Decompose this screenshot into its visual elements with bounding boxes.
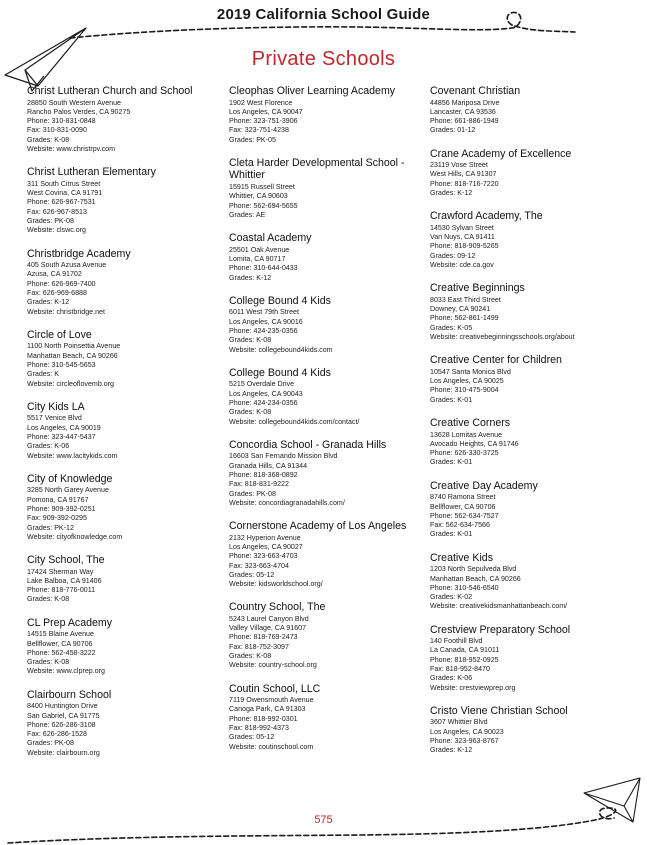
grades-line: Grades: K-08 — [229, 336, 272, 345]
address-line: 25501 Oak Avenue — [229, 245, 290, 254]
phone-line: Phone: 323-663-4703 — [229, 552, 298, 561]
school-listing — [430, 624, 642, 693]
grades-line: Grades: 05-12 — [229, 570, 275, 579]
phone-line: Phone: 310-475-9004 — [430, 386, 499, 395]
address-line: 14530 Sylvan Street — [430, 223, 494, 232]
school-listing — [229, 232, 429, 283]
website-line: Website: kidsworldschool.org/ — [229, 580, 323, 589]
grades-line: Grades: K-08 — [229, 652, 272, 661]
grades-line: Grades: K-12 — [27, 298, 70, 307]
section-title: Private Schools — [251, 48, 396, 70]
school-name: Christ Lutheran Church and School — [27, 85, 193, 97]
address-line: 2132 Hyperion Avenue — [229, 533, 301, 542]
phone-line: Phone: 818-716-7220 — [430, 179, 499, 188]
school-listing — [27, 166, 227, 235]
grades-line: Grades: K — [27, 370, 59, 379]
website-line: Website: collegebound4kids.com — [229, 345, 333, 354]
address-line: Lancaster, CA 93536 — [430, 107, 496, 116]
school-listing — [430, 210, 642, 270]
phone-line: Phone: 661-886-1949 — [430, 117, 499, 126]
address-line: Canoga Park, CA 91303 — [229, 705, 306, 714]
address-line: 28850 South Western Avenue — [27, 98, 121, 107]
website-line: Website: coutinschool.com — [229, 742, 314, 751]
school-name: Creative Beginnings — [430, 282, 525, 295]
grades-line: Grades: PK-12 — [27, 523, 74, 532]
address-line: 14515 Blaine Avenue — [27, 630, 94, 639]
phone-line: Phone: 626-969-7400 — [27, 279, 96, 288]
grades-line: Grades: K-01 — [430, 530, 473, 539]
school-listing — [27, 554, 227, 605]
website-line: Website: cde.ca.gov — [430, 261, 494, 270]
phone-line: Phone: 310-545-5653 — [27, 360, 96, 369]
grades-line: Grades: PK-05 — [229, 135, 276, 144]
school-listing — [229, 295, 429, 355]
listing-column-1 — [27, 85, 227, 770]
school-name: Cleophas Oliver Learning Academy — [229, 85, 396, 97]
website-line: Website: concordiagranadahills.com/ — [229, 498, 345, 507]
school-name: Covenant Christian — [430, 85, 521, 97]
school-name: Christbridge Academy — [27, 247, 131, 260]
phone-line: Phone: 562-634-7527 — [430, 511, 499, 520]
guide-title: 2019 California School Guide — [216, 6, 431, 23]
address-line: 311 South Citrus Street — [27, 179, 101, 188]
grades-line: Grades: K-06 — [27, 442, 70, 451]
school-listing — [27, 329, 227, 389]
school-name: Concordia School - Granada Hills — [229, 438, 387, 451]
grades-line: Grades: PK-08 — [229, 489, 276, 498]
grades-line: Grades: K-12 — [229, 273, 272, 282]
school-listing — [229, 601, 429, 670]
school-listing — [27, 617, 227, 677]
school-name: Creative Day Academy — [430, 479, 538, 492]
address-line: 3285 North Garey Avenue — [27, 486, 109, 495]
school-name: Crawford Academy, The — [430, 210, 543, 223]
fax-line: Fax: 323-663-4704 — [229, 561, 289, 570]
address-line: Los Angeles, CA 90016 — [229, 317, 303, 326]
website-line: Website: clairbourn.org — [27, 748, 100, 757]
fax-line: Fax: 562-634-7566 — [430, 521, 490, 530]
website-line: Website: circleoflovemb.org — [27, 379, 114, 388]
website-line: Website: christbridge.net — [27, 307, 105, 316]
school-listing — [27, 248, 227, 317]
school-name: Cornerstone Academy of Los Angeles — [229, 520, 407, 533]
address-line: 1203 North Sepulveda Blvd — [430, 565, 517, 574]
phone-line: Phone: 323-963-8767 — [430, 737, 499, 746]
school-name: Cleta Harder Developmental School - Whittier — [229, 156, 405, 182]
grades-line: Grades: K-01 — [430, 395, 473, 404]
school-listing — [430, 148, 642, 199]
fax-line: Fax: 626-969-6888 — [27, 288, 87, 297]
phone-line: Phone: 818-992-0301 — [229, 714, 298, 723]
address-line: Pomona, CA 91767 — [27, 495, 89, 504]
phone-line: Phone: 310-644-0433 — [229, 264, 298, 273]
website-line: Website: collegebound4kids.com/contact/ — [229, 417, 360, 426]
address-line: 16603 San Fernando Mission Blvd — [229, 452, 338, 461]
fax-line: Fax: 818-752-3097 — [229, 642, 289, 651]
school-listing — [27, 473, 227, 542]
grades-line: Grades: AE — [229, 210, 266, 219]
school-name: Crane Academy of Excellence — [430, 147, 572, 160]
fax-line: Fax: 909-392-0295 — [27, 514, 87, 523]
address-line: Van Nuys, CA 91411 — [430, 233, 495, 242]
grades-line: Grades: PK-08 — [27, 739, 74, 748]
grades-line: Grades: K-08 — [27, 595, 70, 604]
phone-line: Phone: 424-235-0356 — [229, 326, 298, 335]
website-line: Website: www.clprep.org — [27, 667, 105, 676]
address-line: 1902 West Florence — [229, 98, 293, 107]
address-line: Los Angeles, CA 90027 — [229, 542, 303, 551]
fax-line: Fax: 818-831-9222 — [229, 480, 289, 489]
school-name: Coutin School, LLC — [229, 682, 321, 695]
website-line: Website: www.lacitykids.com — [27, 451, 118, 460]
website-line: Website: cityofknowledge.com — [27, 532, 123, 541]
listing-column-2 — [229, 85, 429, 764]
fax-line: Fax: 626-967-8513 — [27, 207, 87, 216]
school-listing — [229, 367, 429, 427]
address-line: Rancho Palos Verdes, CA 90275 — [27, 107, 131, 116]
address-line: 140 Foothill Blvd — [430, 637, 483, 646]
phone-line: Phone: 818-368-0892 — [229, 470, 298, 479]
address-line: 8740 Ramona Street — [430, 493, 496, 502]
address-line: Granada Hills, CA 91344 — [229, 461, 308, 470]
grades-line: Grades: 01-12 — [430, 126, 476, 135]
grades-line: Grades: K-08 — [27, 658, 70, 667]
fax-line: Fax: 626-286-1528 — [27, 730, 87, 739]
school-name: Creative Corners — [430, 417, 511, 430]
school-listing — [27, 689, 227, 758]
phone-line: Phone: 562-694-5655 — [229, 201, 298, 210]
school-listing — [430, 417, 642, 468]
phone-line: Phone: 818-769-2473 — [229, 633, 298, 642]
school-name: City School, The — [27, 554, 105, 567]
address-line: Whittier, CA 90603 — [229, 192, 288, 201]
phone-line: Phone: 626-286-3108 — [27, 720, 96, 729]
school-listing — [430, 480, 642, 540]
phone-line: Phone: 323-447-5437 — [27, 432, 96, 441]
grades-line: Grades: K-05 — [430, 323, 473, 332]
grades-line: Grades: K-01 — [430, 458, 473, 467]
school-name: Cristo Viene Christian School — [430, 704, 568, 717]
grades-line: Grades: K-06 — [430, 674, 473, 683]
school-name: Crestview Preparatory School — [430, 623, 571, 636]
address-line: 1100 North Poinsettia Avenue — [27, 342, 121, 351]
grades-line: Grades: 05-12 — [229, 733, 275, 742]
school-name: City of Knowledge — [27, 472, 113, 485]
school-listing — [229, 157, 429, 220]
address-line: Los Angeles, CA 90023 — [430, 727, 504, 736]
address-line: Los Angeles, CA 90025 — [430, 377, 504, 386]
website-line: Website: creativebeginningsschools.org/about — [430, 333, 575, 342]
phone-line: Phone: 818-952-0925 — [430, 655, 499, 664]
address-line: 6011 West 79th Street — [229, 308, 299, 317]
school-listing — [229, 85, 429, 145]
fax-line: Fax: 818-992-4373 — [229, 724, 289, 733]
grades-line: Grades: K-08 — [27, 135, 70, 144]
address-line: 15915 Russell Street — [229, 182, 295, 191]
school-name: CL Prep Academy — [27, 616, 112, 629]
school-listing — [430, 552, 642, 612]
phone-line: Phone: 818-909-5265 — [430, 242, 499, 251]
address-line: Los Angeles, CA 90043 — [229, 389, 303, 398]
address-line: 5517 Venice Blvd — [27, 414, 82, 423]
grades-line: Grades: K-12 — [430, 189, 473, 198]
phone-line: Phone: 424-234-0356 — [229, 398, 298, 407]
address-line: San Gabriel, CA 91775 — [27, 711, 100, 720]
school-listing — [229, 520, 429, 589]
school-name: Circle of Love — [27, 328, 92, 341]
grades-line: Grades: PK-08 — [27, 216, 74, 225]
address-line: Azusa, CA 91702 — [27, 270, 82, 279]
address-line: Los Angeles, CA 90047 — [229, 107, 303, 116]
phone-line: Phone: 909-392-0251 — [27, 504, 96, 513]
phone-line: Phone: 310-831-0848 — [27, 117, 96, 126]
phone-line: Phone: 818-776-0011 — [27, 586, 96, 595]
address-line: Bellflower, CA 90706 — [430, 502, 496, 511]
address-line: Los Angeles, CA 90019 — [27, 423, 101, 432]
school-name: College Bound 4 Kids — [229, 366, 331, 379]
address-line: 7119 Owensmouth Avenue — [229, 696, 314, 705]
website-line: Website: www.christrpv.com — [27, 144, 116, 153]
website-line: Website: creativekidsmanhattanbeach.com/ — [430, 602, 568, 611]
school-name: City Kids LA — [27, 400, 85, 413]
listing-column-3 — [430, 85, 642, 768]
fax-line: Fax: 310-831-0090 — [27, 126, 87, 135]
address-line: 10547 Santa Monica Blvd — [430, 367, 511, 376]
address-line: La Canada, CA 91011 — [430, 646, 500, 655]
address-line: Valley Village, CA 91607 — [229, 624, 307, 633]
school-listing — [27, 85, 227, 154]
address-line: 8033 East Third Street — [430, 295, 501, 304]
school-name: Creative Center for Children — [430, 354, 562, 367]
address-line: Lake Balboa, CA 91406 — [27, 576, 102, 585]
address-line: 8400 Huntington Drive — [27, 702, 98, 711]
school-listing — [430, 705, 642, 756]
address-line: 13628 Lomitas Avenue — [430, 430, 503, 439]
phone-line: Phone: 562-861-1499 — [430, 314, 499, 323]
school-name: Clairbourn School — [27, 688, 112, 701]
school-name: College Bound 4 Kids — [229, 294, 331, 307]
school-name: Coastal Academy — [229, 232, 312, 245]
address-line: 3607 Whittier Blvd — [430, 718, 488, 727]
address-line: 5243 Laurel Canyon Blvd — [229, 614, 309, 623]
school-listing — [229, 683, 429, 752]
address-line: 44856 Mariposa Drive — [430, 98, 500, 107]
phone-line: Phone: 626-330-3725 — [430, 449, 499, 458]
website-line: Website: clswc.org — [27, 226, 87, 235]
grades-line: Grades: K-12 — [430, 746, 473, 755]
address-line: Avocado Heights, CA 91746 — [430, 439, 519, 448]
grades-line: Grades: K-08 — [229, 408, 272, 417]
website-line: Website: crestviewprep.org — [430, 683, 516, 692]
address-line: Manhattan Beach, CA 90266 — [27, 351, 118, 360]
address-line: Downey, CA 90241 — [430, 305, 491, 314]
school-name: Christ Lutheran Elementary — [27, 166, 156, 179]
address-line: Lomita, CA 90717 — [229, 254, 286, 263]
address-line: 17424 Sherman Way — [27, 567, 94, 576]
address-line: 5215 Overdale Drive — [229, 380, 295, 389]
school-listing — [430, 354, 642, 405]
grades-line: Grades: 09-12 — [430, 251, 476, 260]
phone-line: Phone: 310-546-6540 — [430, 583, 499, 592]
address-line: 405 South Azusa Avenue — [27, 261, 107, 270]
fax-line: Fax: 323-751-4238 — [229, 126, 289, 135]
school-listing — [229, 439, 429, 508]
phone-line: Phone: 626-967-7531 — [27, 198, 96, 207]
phone-line: Phone: 562-458-3222 — [27, 648, 96, 657]
school-listing — [430, 85, 642, 136]
page-number: 575 — [314, 814, 333, 826]
phone-line: Phone: 323-751-3906 — [229, 117, 298, 126]
school-name: Country School, The — [229, 601, 326, 614]
address-line: 23119 Vose Street — [430, 161, 488, 170]
address-line: Bellflower, CA 90706 — [27, 639, 93, 648]
address-line: Manhattan Beach, CA 90266 — [430, 574, 521, 583]
school-name: Creative Kids — [430, 551, 493, 564]
school-listing — [27, 401, 227, 461]
address-line: West Covina, CA 91791 — [27, 189, 103, 198]
address-line: West Hills, CA 91307 — [430, 170, 497, 179]
website-line: Website: country-school.org — [229, 661, 317, 670]
grades-line: Grades: K-02 — [430, 593, 473, 602]
fax-line: Fax: 818-952-8470 — [430, 665, 490, 674]
school-listing — [430, 282, 642, 342]
